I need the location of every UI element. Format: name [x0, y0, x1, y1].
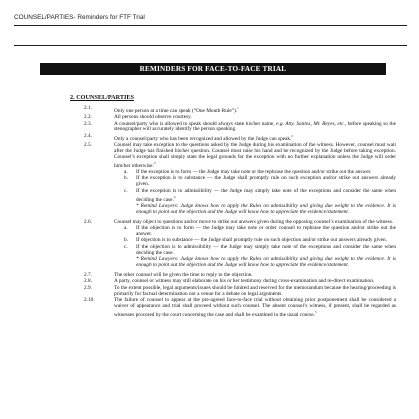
header-rule-bottom — [14, 45, 407, 46]
footnote-marker: 1 — [237, 106, 239, 110]
item-text: The failure of counsel to appear at the pre-agreed face-to-face trial without obtaining prior postponement shall be considered a waiver of appearance and trial shall proceed without such counsel. The absent counsel’s witness, if present, shall be regarded as witnesses procured by the court concerning the case and shall be examined in the usual course.$^5$ — [114, 296, 396, 318]
item-text: A counsel/party who is allowed to speak should always state his/her name, e.g. Atty. Santos, Mr. Reyes, etc., before speaking so the stenographer will accurately identify the person speaking. — [114, 120, 396, 133]
item-text: Only a counsel/party who has been recognized and allowed by the Judge can speak.$^2$ — [114, 133, 293, 142]
list-item — [84, 298, 396, 318]
item-text: Only one person at a time can speak (“One Mouth Rule”).$^1$ — [114, 106, 239, 114]
sub-item: a. If the exception is to form — the Judge may take note or the rephrase the question and/or strike out the answer. — [124, 168, 372, 175]
item-text: Counsel may take exception to the questions asked by the Judge during his examination of the witness. However, counsel must wait after the Judge has finished his/her question. Counsel must raise his hand and be recognized by the Judge before taking exception. Counsel’s exception shall simply state the legal grounds for the exception with no further explanation unless the Judge will order him/her otherwise:$^3$ a. If the exception is to form — the Judge may take note or the rephrase the question and/or strike out the answer. b. If the exception is to substance — the Judge shall promptly rule on such exception and/or strike out answers already given. c. If the exception is to admissibility — the Judge may simply take note of the exceptions and consider the same when deciding the case.$^4$ * Remind Lawyers: Judge knows how to apply the Rules on admissibility and giving due weight to the evidence. It is enough to point out the objection and the Judge will know how to appreciate the evidence/statement. — [114, 142, 396, 215]
reminders-list — [84, 106, 396, 319]
sub-item: c. If the objection is to admissibility — the Judge may simply take note of the exceptions and consider the same when deciding the case. — [124, 243, 396, 256]
item-text: A party, counsel or witness may still elaborate on his or her testimony during cross-examination and re-direct examination. — [114, 278, 375, 285]
header-rule — [14, 25, 407, 26]
item-number: 2.2. — [84, 114, 92, 121]
footnote-marker: 4 — [173, 194, 176, 199]
item-number: 2.8. — [84, 278, 92, 285]
list-item — [84, 122, 396, 134]
sub-item: b. If objection is to substance — the Judge shall promptly rule on such objection and/or strike out answers already given. — [124, 237, 387, 244]
sub-item: c. If the exception is to admissibility — the Judge may simply take note of the exceptions and consider the same when deciding the case.$^4$ — [124, 187, 396, 203]
footnote-marker: 3 — [153, 160, 156, 165]
sub-item: b. If the exception is to substance — the Judge shall promptly rule on such exception and/or strike out answers already given. — [124, 175, 396, 188]
item-number: 2.4. — [84, 132, 92, 139]
item-number: 2.1. — [84, 105, 92, 111]
item-number: 2.5. — [84, 142, 92, 149]
footnote-marker: 2 — [291, 133, 293, 138]
sub-item: a. If the objection is to form — the Judge may take note or order counsel to rephrase the question and/or strike out the answer. — [124, 224, 396, 237]
item-number: 2.7. — [84, 271, 92, 278]
item-number: 2.6. — [84, 218, 92, 225]
item-number: 2.3. — [84, 120, 92, 127]
item-number: 2.10. — [84, 296, 95, 303]
section-heading: 2. COUNSEL/PARTIES — [70, 94, 134, 101]
reminder-note: * Remind Lawyers: Judge knows how to apply the Rules on admissibility and giving due weight to the evidence. It is enough to point out the objection and the Judge will know how to appreciate the evidence/statement. — [136, 256, 396, 268]
item-text: To the extent possible, legal arguments/issues should be limited and reserved for the memorandum because the hearing/proceeding is primarily for factual determination not a venue for a debate on legal arguments. — [114, 284, 396, 297]
item-text: Counsel may object to questions and/or move to strike out answers given during the opposing counsel’s examination of the witness. a. If the objection is to form — the Judge may take note or order counsel to rephrase the question and/or strike out the answer. b. If objection is to substance — the Judge shall promptly rule on such objection and/or strike out answers already given. c. If the objection is to admissibility — the Judge may simply take note of the exceptions and consider the same when deciding the case. * Remind Lawyers: Judge knows how to apply the Rules on admissibility and giving due weight to the evidence. It is enough to point out the objection and the Judge will know how to appreciate the evidence/statement. — [114, 218, 396, 268]
list-item — [84, 220, 396, 269]
list-item — [84, 286, 396, 298]
item-number: 2.9. — [84, 284, 92, 291]
reminder-note: * Remind Lawyers: Judge knows how to apply the Rules on admissibility and giving due weight to the evidence. It is enough to point out the objection and the Judge will know how to appreciate the evidence/statement. — [136, 202, 396, 215]
banner-title: REMINDERS FOR FACE-TO-FACE TRIAL — [139, 65, 287, 73]
document-header-title: COUNSEL/PARTIES- Reminders for FTF Trial — [14, 14, 145, 21]
list-item — [84, 143, 396, 216]
item-text: All persons should observe courtesy. — [114, 114, 192, 121]
title-banner — [40, 63, 386, 75]
footnote-marker: 5 — [314, 309, 317, 314]
item-text: The other counsel will be given the time to reply to the objection. — [114, 271, 253, 278]
